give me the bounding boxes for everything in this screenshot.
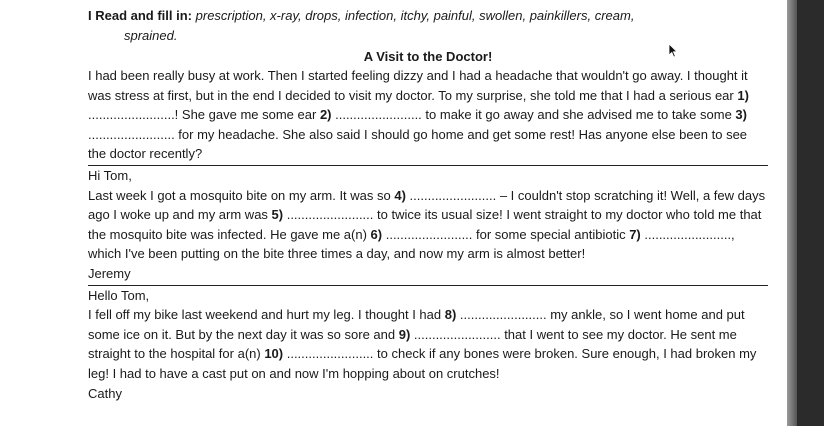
gap-number: 8): [444, 307, 457, 323]
gap-number: 4): [394, 187, 406, 203]
gap-number: 1): [737, 87, 749, 103]
gap-number: 10): [264, 346, 284, 362]
instructions-lead: I Read and fill in:: [88, 8, 193, 23]
text: ........................ my ankle, so I went home and put some ice on it. But by the next day it was so sore and: [88, 307, 745, 342]
letter-2-greeting: Hi Tom,: [88, 167, 132, 183]
text: ........................! She gave me some ear: [88, 107, 320, 123]
mouse-pointer-icon: [668, 44, 678, 58]
text: ........................ to check if any bones were broken. Sure enough, I had broken my leg! I had to have a cast put on and now I'm hopping about on crutches!: [88, 346, 757, 381]
gap-number: 5): [271, 207, 284, 223]
text: ........................ to twice its usual size! I went straight to my doctor who told me that the mosquito bite was infected. He gave me a(n): [88, 207, 762, 242]
letter-3-body: [88, 305, 768, 383]
letter-2-body: [88, 186, 768, 264]
instructions: [88, 6, 768, 46]
gap-number: 3): [735, 107, 747, 123]
gap-number: 7): [629, 226, 641, 242]
letter-2-signature: Jeremy: [88, 265, 131, 281]
worksheet-title: A Visit to the Doctor!: [363, 49, 493, 64]
text: ........................ – I couldn't stop scratching it! Well, a few days ago I woke up and my arm was: [88, 187, 766, 223]
gap-number: 6): [370, 226, 383, 242]
gap-number: 2): [319, 107, 332, 123]
text: Last week I got a mosquito bite on my arm. It was so: [88, 187, 395, 203]
letter-1-body: [88, 66, 768, 164]
worksheet-content: [88, 6, 768, 403]
letter-3-greeting: Hello Tom,: [88, 287, 150, 303]
text: ........................, which I've been putting on the bite three times a day, and now my arm is almost better!: [88, 226, 735, 262]
text: I fell off my bike last weekend and hurt my leg. I thought I had: [88, 307, 445, 323]
word-bank-continued: sprained.: [124, 28, 178, 43]
text: ........................ for my headache. She also said I should go home and get some rest! Has anyone else been to see the doctor recently?: [88, 126, 748, 162]
text: I had been really busy at work. Then I started feeling dizzy and I had a headache that wouldn't go away. I thought it was stress at first, but in the end I decided to visit my doctor. To my surprise, she told me that I had a serious ear: [88, 68, 748, 103]
gap-number: 9): [398, 326, 411, 342]
text: ........................ to make it go away and she advised me to take some: [331, 107, 736, 123]
text: ........................ for some special antibiotic: [382, 226, 630, 242]
text: ........................ that I went to see my doctor. He sent me straight to the hospital for a(n): [88, 326, 737, 362]
page-edge-shadow: [787, 0, 797, 426]
word-bank: prescription, x-ray, drops, infection, itchy, painful, swollen, painkillers, cream,: [195, 8, 635, 23]
letter-3-signature: Cathy: [88, 385, 122, 401]
